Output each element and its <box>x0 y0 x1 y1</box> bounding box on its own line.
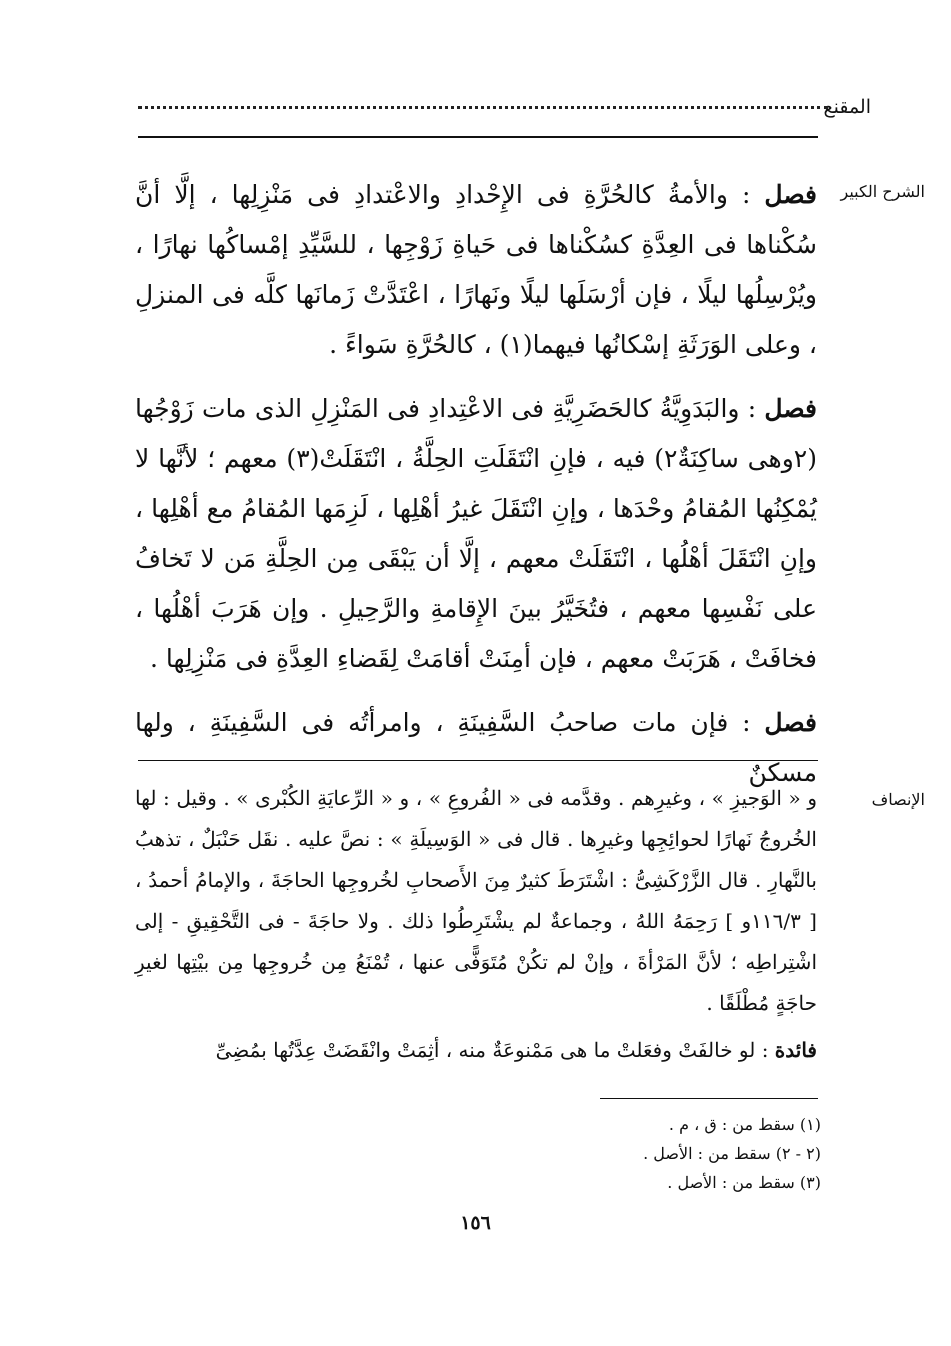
header-rule <box>138 136 818 138</box>
main-paragraph-2 <box>135 384 817 684</box>
header-dot-leader <box>138 106 828 120</box>
running-title: المقنع <box>823 96 871 118</box>
insaf-paragraph-1: و « الوَجيزِ » ، وغيرِهم . وقدَّمه فى « الفُروعِ » ، و « الرِّعايَةِ الكُبْرى » . وقيل : لها الخُروجُ نَهارًا لحوائِجِها وغيرِها . قال فى « الوَسِيلَةِ » : نصَّ عليه . نقَل حَنْبَلٌ ، تذهبُ بالنَّهارِ . قال الزَّرْكَشِىُّ : اشْتَرَطَ كثيرٌ مِنَ الأَصحابِ لخُروجِها الحاجَةَ ، والإمامُ أحمدُ ، [ ١١٦/٣و ] رَحِمَهُ اللهُ ، وجماعةٌ لم يشْتَرِطُوا ذلك . ولا حاجَةَ - فى التَّحْقِيقِ - إلى اشْتِراطِه ؛ لأنَّ المَرْأةَ ، وإنْ لم تكُنْ مُتَوَفًّى عنها ، تُمْنَعُ مِن خُروجِها مِن بيْتِها لغيرِ حاجَةٍ مُطْلَقًا . <box>135 786 817 1015</box>
footnote-1: (١) سقط من : ق ، م . <box>668 1115 821 1134</box>
paragraph-text: : والأمةُ كالحُرَّةِ فى الإِحْدادِ والاعْتدادِ فى مَنْزِلِها ، إلَّا أنَّ سُكْناها فى العِدَّةِ كسُكْناها فى حَياةِ زَوْجِها ، للسَّيِّدِ إمْساكُها نهارًا ، ويُرْسِلُها ليلًا ، فإن أرْسَلَها ليلًا ونَهارًا ، اعْتَدَّتْ زَمانَها كلَّه فى المنزلِ ، وعلى الوَرَثَةِ إسْكانُها فيهما(١) ، كالحُرَّةِ سَواءً . <box>135 180 817 359</box>
page-number: ١٥٦ <box>460 1212 491 1234</box>
footnote-3: (٣) سقط من : الأصل . <box>667 1173 821 1192</box>
insaf-paragraph-2 <box>135 1030 817 1071</box>
main-paragraph-1 <box>135 170 817 370</box>
footnote-rule <box>600 1098 818 1099</box>
margin-label-insaf: الإنصاف <box>871 790 925 809</box>
paragraph-text: : والبَدَوِيَّةُ كالحَضَرِيَّةِ فى الاعْتِدادِ فى المَنْزِلِ الذى مات زَوْجُها (٢وهى ساكِنَةٌ٢) فيه ، فإنِ انْتَقَلَتِ الحِلَّةُ ، انْتَقَلَتْ(٣) معهم ؛ لأنَّها لا يُمْكِنُها المُقامُ وحْدَها ، وإنِ انْتَقَلَ غيرُ أهْلِها ، لَزِمَها المُقامُ مع أهْلِها ، وإنِ انْتَقَلَ أهْلُها ، انْتَقَلَتْ معهم ، إلَّا أن يَبْقَى مِن الحِلَّةِ مَن لا تَخافُ على نَفْسِها معهم ، فتُخَيَّرُ بينَ الإِقامةِ والرَّحِيلِ . وإن هَرَبَ أهْلُها ، فخافَتْ ، هَرَبَتْ معهم ، فإن أمِنَتْ أقامَتْ لِقَضاءِ العِدَّةِ فى مَنْزِلِها . <box>135 394 817 673</box>
section-lead: فصل <box>764 708 817 737</box>
paragraph-text: : لو خالفَتْ وفعَلتْ ما هى مَمْنوعَةٌ منه ، أثِمَتْ وانْقَضَتْ عِدَّتُها بمُضِىِّ <box>215 1038 775 1062</box>
main-text-block <box>135 170 817 812</box>
section-lead: فصل <box>764 180 817 209</box>
footnote-2: (٢ - ٢) سقط من : الأصل . <box>643 1144 821 1163</box>
footnotes <box>643 1110 821 1197</box>
section-lead: فصل <box>764 394 817 423</box>
section-divider <box>138 760 818 761</box>
paragraph-text: : فإن مات صاحبُ السَّفِينَةِ ، وامرأتُه فى السَّفِينَةِ ، ولها مسكنٌ <box>135 708 817 787</box>
margin-label-sharh: الشرح الكبير <box>840 182 925 201</box>
faida-lead: فائدة <box>774 1038 817 1062</box>
insaf-text-block <box>135 778 817 1077</box>
